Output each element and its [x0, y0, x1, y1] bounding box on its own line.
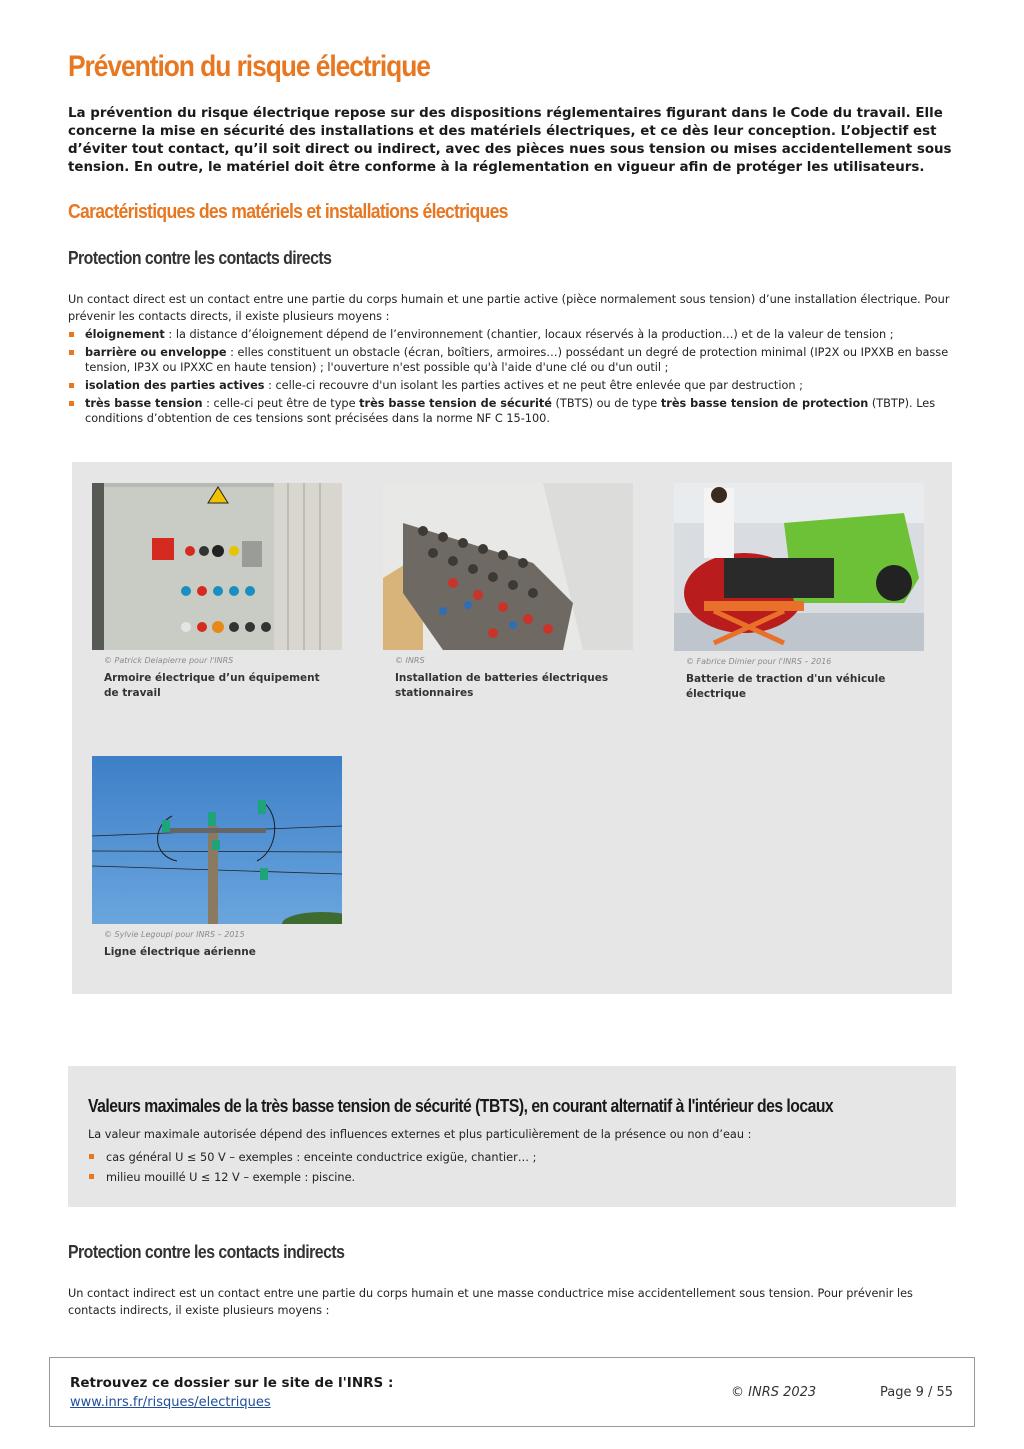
- indirect-contacts-paragraph: Un contact indirect est un contact entre une partie du corps humain et une masse conductrice mise accidentellement sous tension. Pour prévenir les contacts indirects, il existe plusieurs moyens :: [68, 1287, 913, 1317]
- page-number: Page 9 / 55: [880, 1385, 954, 1400]
- photo-electrical-cabinet: [92, 483, 342, 650]
- list-item-term: très basse tension de protection: [660, 397, 869, 410]
- page-footer: [49, 1357, 975, 1427]
- photo-caption: Ligne électrique aérienne: [104, 946, 256, 958]
- section-heading: Caractéristiques des matériels et installations électriques: [68, 201, 508, 223]
- callout-title: Valeurs maximales de la très basse tension de sécurité (TBTS), en courant alternatif à l'intérieur des locaux: [88, 1095, 834, 1116]
- list-item-text: : celle-ci recouvre d'un isolant les parties actives et ne peut être enlevée que par destruction ;: [264, 379, 803, 392]
- subheading-direct-contacts: Protection contre les contacts directs: [68, 248, 332, 268]
- gallery-figure: [674, 483, 924, 702]
- gallery-figure: [383, 483, 633, 701]
- photo-stationary-batteries: [383, 483, 633, 650]
- gallery-figure: [92, 483, 342, 701]
- list-item-term: barrière ou enveloppe: [85, 346, 227, 359]
- list-item: [68, 345, 953, 375]
- bullet-icon: [69, 383, 74, 388]
- direct-contacts-list: [68, 327, 953, 429]
- photo-credit: © Sylvie Legoupi pour INRS – 2015: [104, 930, 245, 939]
- list-item-term: isolation des parties actives: [85, 379, 265, 392]
- list-item-text: cas général U ≤ 50 V – exemples : enceinte conductrice exigüe, chantier… ;: [106, 1151, 537, 1164]
- list-item-term: très basse tension de sécurité: [359, 397, 552, 410]
- photo-gallery: [72, 462, 952, 994]
- photo-credit: © Patrick Delapierre pour l'INRS: [104, 656, 234, 665]
- photo-caption: Batterie de traction d'un véhicule électrique: [686, 673, 886, 700]
- tbts-callout-box: [68, 1066, 956, 1207]
- photo-credit: © Fabrice Dimier pour l'INRS – 2016: [686, 657, 832, 666]
- bullet-icon: [69, 401, 74, 406]
- intro-paragraph: La prévention du risque électrique repose sur des dispositions réglementaires figurant dans le Code du travail. Elle concerne la mise en sécurité des installations et des matériels électriques, et ce dès leur conception. L’objectif est d’éviter tout contact, qu’il soit direct ou indirect, avec des pièces nues sous tension ou mises accidentellement sous tension. En outre, le matériel doit être conforme à la réglementation en vigueur afin de protéger les utilisateurs.: [68, 106, 952, 175]
- bullet-icon: [69, 332, 74, 337]
- footer-label: Retrouvez ce dossier sur le site de l'INRS :: [70, 1375, 394, 1391]
- list-item-term: éloignement: [85, 328, 165, 341]
- photo-caption: Armoire électrique d’un équipement de travail: [104, 672, 320, 699]
- callout-text: La valeur maximale autorisée dépend des influences externes et plus particulièrement de la présence ou non d’eau :: [88, 1128, 752, 1141]
- list-item-text: (TBTP). Les conditions d’obtention de ces tensions sont précisées dans la norme NF C 15-100.: [85, 397, 936, 425]
- bullet-icon: [69, 350, 74, 355]
- list-item-text: : celle-ci peut être de type: [202, 397, 360, 410]
- dossier-link[interactable]: www.inrs.fr/risques/electriques: [70, 1395, 271, 1410]
- direct-contacts-paragraph: Un contact direct est un contact entre une partie du corps humain et une partie active (pièce normalement sous tension) d’une installation électrique. Pour prévenir les contacts directs, il existe plusieurs moyens :: [68, 293, 950, 323]
- photo-caption: Installation de batteries électriques stationnaires: [395, 672, 609, 699]
- copyright-text: © INRS 2023: [731, 1385, 817, 1400]
- photo-overhead-line: [92, 756, 342, 924]
- list-item: [68, 396, 953, 426]
- photo-credit: © INRS: [395, 656, 425, 665]
- list-item-text: (TBTS) ou de type: [551, 397, 661, 410]
- photo-ev-traction-battery: [674, 483, 924, 651]
- list-item: [68, 327, 953, 342]
- list-item-term: très basse tension: [85, 397, 203, 410]
- list-item-text: milieu mouillé U ≤ 12 V – exemple : piscine.: [106, 1171, 356, 1184]
- callout-list: [88, 1148, 536, 1188]
- page-title: Prévention du risque électrique: [68, 50, 430, 83]
- list-item: [88, 1168, 536, 1188]
- bullet-icon: [89, 1174, 94, 1179]
- list-item-text: : la distance d’éloignement dépend de l’environnement (chantier, locaux réservés à la production…) et de la valeur de tension ;: [164, 328, 894, 341]
- list-item-text: : elles constituent un obstacle (écran, boîtiers, armoires…) possédant un degré de protection minimal (IP2X ou IPXXB en basse tension, IP3X ou IPXXC en haute tension) ; l'ouverture n'est possible qu'à l'aide d'une clé ou d'un outil ;: [85, 346, 949, 374]
- subheading-indirect-contacts: Protection contre les contacts indirects: [68, 1242, 345, 1262]
- bullet-icon: [89, 1154, 94, 1159]
- list-item: [88, 1148, 536, 1168]
- gallery-figure: [92, 756, 342, 960]
- list-item: [68, 378, 953, 393]
